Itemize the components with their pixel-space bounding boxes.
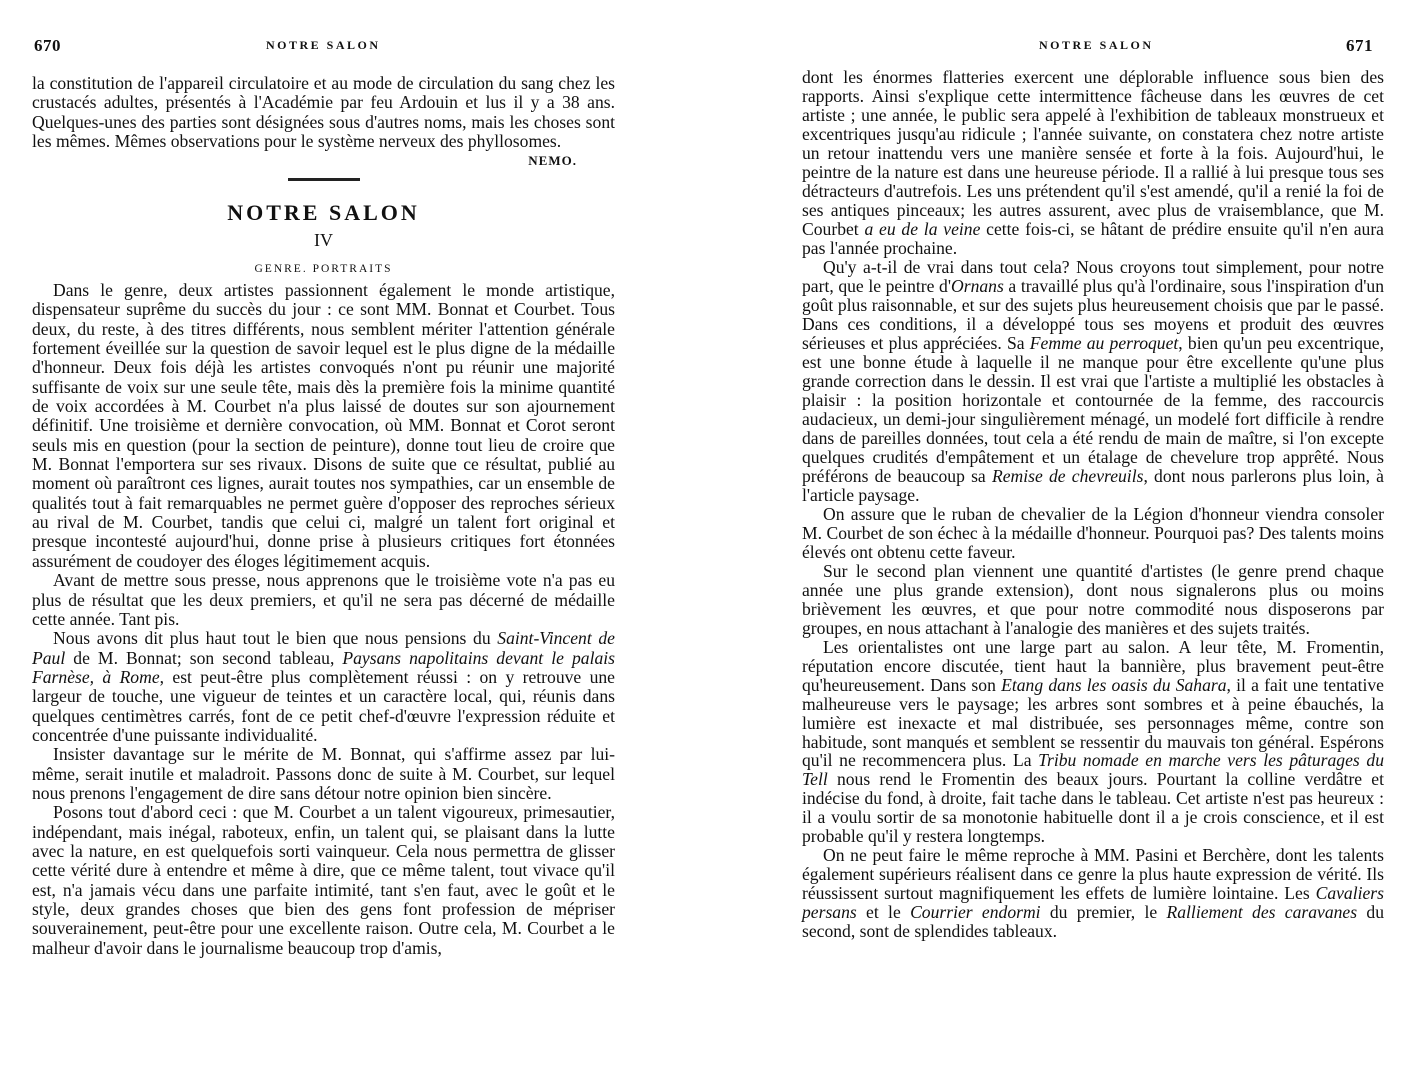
opening-text-block (32, 74, 615, 171)
paragraph: Nous avons dit plus haut tout le bien que nous pensions du Saint-Vincent de Paul de M. Bonnat; son second tableau, Paysans napolitains devant le palais Farnèse, à Rome, est peut-être plus complètement réussi : on y retrouve une largeur de touche, une vigueur de teintes et un caractère local, qui, réunis dans quelques centimètres carrés, font de ce petit chef-d'œuvre l'expression réduite et concentrée d'une puissante individualité. (32, 628, 615, 745)
paragraph: On assure que le ruban de chevalier de la Légion d'honneur viendra consoler M. Courbet de son échec à la médaille d'honneur. Pourquoi pas? Des talents moins élevés ont obtenu cette faveur. (802, 504, 1384, 562)
artwork-title: Etang dans les oasis du Sahara (1001, 674, 1227, 695)
paragraph: Posons tout d'abord ceci : que M. Courbet a un talent vigoureux, primesautier, indépendant, mais inégal, raboteux, enfin, un talent qui, se plaisant dans la lutte avec la nature, en est quelquefois sorti vainqueur. Cela nous permettra de glisser cette vérité dure à entendre et même à dire, que ce même talent, tout vivace qu'il est, n'a jamais vécu dans une parfaite intimité, tant s'en faut, avec le goût et le style, deux grandes choses que bien des gens font profession de mépriser souverainement, peut-être pour une excellente raison. Outre cela, M. Courbet a le malheur d'avoir dans le journalisme beaucoup trop d'amis, (32, 802, 615, 958)
paragraph: Dans le genre, deux artistes passionnent également le monde artistique, dispensateur suprême du succès du jour : ce sont MM. Bonnat et Courbet. Tous deux, du reste, à des titres différents, nous semblent mériter l'attention générale fortement éveillée sur la question de savoir lequel est le plus digne de la médaille d'honneur. Deux fois déjà les artistes convoqués n'ont pu réunir une majorité suffisante de voix sur une seule tête, mais dès la première fois la minime quantité de voix accordées à M. Courbet n'a plus laissé de doutes sur son ajournement définitif. Une troisième et dernière convocation, où MM. Bonnat et Corot seront seuls mis en question (pour la section de peinture), donne tout lieu de croire que M. Bonnat l'emportera sur ses rivaux. Disons de suite que ce résultat, publié au moment où paraîtront ces lignes, aurait toutes nos sympathies, car un ensemble de qualités tout à fait remarquables ne permet guère d'opposer des reproches sérieux au rival de M. Courbet, tandis que celui ci, malgré un talent fort original et presque incontesté aujourd'hui, donne prise à plusieurs critiques fort étonnées assurément de coudoyer des éloges légitimement acquis. (32, 280, 615, 571)
paragraph: dont les énormes flatteries exercent une déplorable influence sous bien des rapports. Ainsi s'explique cette intermittence fâcheuse dans les œuvres de cet artiste ; une année, le public sera appelé à l'exhibition de tableaux monstrueux et excentriques jusqu'au ridicule ; l'année suivante, on constatera chez notre artiste un retour inattendu vers une manière sensée et forte à la fois. Aujourd'hui, le peintre de la nature est dans une heureuse période. Il a rallié à lui presque tous ses détracteurs d'autrefois. Les uns prétendent qu'il s'est amendé, qu'il a renié la foi de ses antiques pinceaux; les autres assurent, avec plus de vraisemblance, que M. Courbet a eu de la veine cette fois-ci, se hâtant de prédire ensuite qu'il n'en aura pas l'année prochaine. (802, 67, 1384, 258)
quoted-phrase: a eu de la veine (864, 219, 981, 239)
right-page (708, 0, 1416, 1078)
artwork-title: Tribu nomade en marche vers les pâturages du Tell (802, 750, 1384, 790)
page-number: 670 (34, 36, 61, 55)
author-signature: NEMO. (528, 153, 577, 169)
artwork-title: Courrier endormi (910, 901, 1041, 922)
opening-paragraph-text: la constitution de l'appareil circulatoire et au mode de circulation du sang chez les crustacés adultes, présentés à l'Académie par feu Ardouin et lus il y a 38 ans. Quelques-unes des parties sont désignées sous d'autres noms, mais les choses sont les mêmes. Mêmes observations pour le système nerveux des phyllosomes. (32, 73, 615, 152)
paragraph: Avant de mettre sous presse, nous apprenons que le troisième vote n'a pas eu plus de résultat que les deux premiers, et qu'il ne sera pas décerné de médaille cette année. Tant pis. (32, 570, 615, 629)
running-head: NOTRE SALON (1039, 38, 1154, 52)
artwork-title: Paysans napolitains devant le palais Farnèse, à Rome (32, 647, 615, 687)
paragraph: On ne peut faire le même reproche à MM. Pasini et Berchère, dont les talents également supérieurs réalisent dans ce genre la plus haute expression de vérité. Ils réussissent surtout magnifiquement les effets de lumière lointaine. Les Cavaliers persans et le Courrier endormi du premier, le Ralliement des caravanes du second, sont de splendides tableaux. (802, 844, 1384, 941)
paragraph: Insister davantage sur le mérite de M. Bonnat, qui s'affirme assez par lui-même, serait inutile et maladroit. Passons donc de suite à M. Courbet, sur lequel nous prenons l'engagement de dire sans détour notre opinion bien sincère. (32, 744, 615, 803)
running-head: NOTRE SALON (266, 38, 381, 52)
artwork-title: Saint-Vincent de Paul (32, 628, 615, 668)
section-divider (288, 178, 360, 181)
paragraph: Qu'y a-t-il de vrai dans tout cela? Nous croyons tout simplement, pour notre part, que le peintre d'Ornans a travaillé plus qu'à l'ordinaire, sous l'inspiration d'un goût plus raisonnable, et sur des sujets plus heureusement choisis que par le passé. Dans ces conditions, il a développé tous ses moyens et produit des œuvres sérieuses et plus appréciées. Sa Femme au perroquet, bien qu'un peu excentrique, est une bonne étude à laquelle il ne manque pour être excellente qu'une plus grande correction dans le dessin. Il est vrai que l'artiste a multiplié les obstacles à plaisir : la position horizontale et contournée de la femme, des raccourcis audacieux, un demi-jour singulièrement ménagé, un modelé fort difficile à rendre dans de pareilles données, tout cela a été rendu de main de maître, si l'on excepte quelques crudités d'empâtement et un étalage de chevelure trop apprêté. Nous préférons de beaucoup sa Remise de chevreuils, dont nous parlerons plus loin, à l'article paysage. (802, 257, 1385, 505)
section-heading: GENRE. PORTRAITS (254, 263, 393, 275)
artwork-title: Femme au perroquet (1029, 333, 1179, 353)
paragraph: Les orientalistes ont une large part au salon. A leur tête, M. Fromentin, réputation encore discutée, tient haut la bannière, plus bravement peut-être qu'heureusement. Dans son Etang dans les oasis du Sahara, il a fait une tentative malheureuse vers le paysage; les arbres sont sombres et à peine ébauchés, la lumière est inexacte et mal distribuée, ses personnages même, contre son habitude, sont manqués et semblent se ressentir du mauvais ton général. Espérons qu'il ne recommencera plus. La Tribu nomade en marche vers les pâturages du Tell nous rend le Fromentin des beaux jours. Pourtant la colline verdâtre et indécise du fond, à droite, fait tache dans le tableau. Cet artiste n'est pas heureux : il a voulu sortir de sa monotonie habituelle dont il a je crois conscience, et il est probable qu'il y restera longtemps. (802, 637, 1384, 847)
page-number: 671 (1346, 36, 1373, 55)
article-part-number: IV (314, 230, 333, 250)
artwork-title: Ralliement des caravanes (1166, 901, 1358, 922)
article-title: NOTRE SALON (227, 200, 420, 225)
right-body-text (802, 68, 1384, 941)
artwork-title: Remise de chevreuils (991, 466, 1144, 486)
place-name: Ornans (951, 276, 1004, 296)
artwork-title: Cavaliers persans (802, 882, 1384, 922)
opening-paragraph (32, 73, 615, 169)
left-body-text (32, 281, 615, 958)
paragraph: Sur le second plan viennent une quantité d'artistes (le genre prend chaque année une plus grande extension), dont nous signalerons plus ou moins brièvement les œuvres, et que pour notre commodité nous disposerons par groupes, en nous attachant à l'analogie des manières et des sujets traités. (802, 561, 1384, 638)
